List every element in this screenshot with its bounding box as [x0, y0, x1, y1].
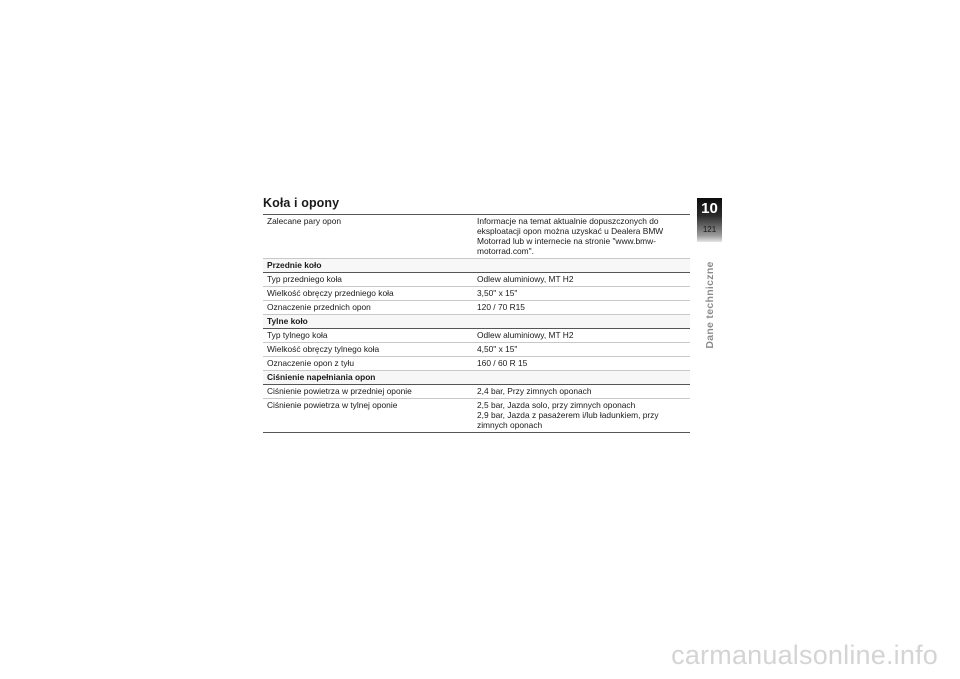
table-row — [263, 399, 690, 433]
row-label: Typ przedniego koła — [263, 273, 473, 287]
row-label: Ciśnienie powietrza w tylnej oponie — [263, 399, 473, 433]
table-row — [263, 287, 690, 301]
spec-table — [263, 214, 690, 433]
row-value: 3,50" x 15" — [473, 287, 690, 301]
row-value — [473, 215, 690, 259]
chapter-number: 10 — [701, 200, 718, 217]
row-label: Ciśnienie powietrza w przedniej oponie — [263, 385, 473, 399]
table-row — [263, 343, 690, 357]
value-line: Informacje na temat aktualnie dopuszczonych do — [477, 216, 659, 226]
chapter-tab — [697, 198, 722, 242]
row-value: 4,50" x 15" — [473, 343, 690, 357]
row-value: 120 / 70 R15 — [473, 301, 690, 315]
value-line: Motorrad lub w internecie na stronie "www.bmw- — [477, 236, 656, 246]
group-header-front-wheel — [263, 259, 690, 273]
row-label: Oznaczenie opon z tyłu — [263, 357, 473, 371]
section-title: Koła i opony — [263, 196, 340, 210]
row-label: Zalecane pary opon — [263, 215, 473, 259]
row-value: 2,4 bar, Przy zimnych oponach — [473, 385, 690, 399]
row-label: Wielkość obręczy tylnego koła — [263, 343, 473, 357]
page-number: 121 — [702, 225, 717, 234]
group-title: Tylne koło — [263, 315, 690, 329]
value-line: zimnych oponach — [477, 420, 543, 430]
row-value: 160 / 60 R 15 — [473, 357, 690, 371]
table-row — [263, 215, 690, 259]
group-header-rear-wheel — [263, 315, 690, 329]
value-line: 2,9 bar, Jazda z pasażerem i/lub ładunkiem, przy — [477, 410, 659, 420]
chapter-label: Dane techniczne — [704, 261, 716, 349]
table-row — [263, 357, 690, 371]
table-row — [263, 273, 690, 287]
table-row — [263, 301, 690, 315]
value-line: motorrad.com". — [477, 246, 534, 256]
row-value: Odlew aluminiowy, MT H2 — [473, 329, 690, 343]
table-row — [263, 385, 690, 399]
value-line: eksploatacji opon można uzyskać u Dealera BMW — [477, 226, 664, 236]
group-title: Przednie koło — [263, 259, 690, 273]
watermark: carmanualsonline.info — [671, 640, 938, 670]
row-value — [473, 399, 690, 433]
table-row — [263, 329, 690, 343]
group-title: Ciśnienie napełniania opon — [263, 371, 690, 385]
row-label: Oznaczenie przednich opon — [263, 301, 473, 315]
row-label: Wielkość obręczy przedniego koła — [263, 287, 473, 301]
group-header-tire-pressure — [263, 371, 690, 385]
row-label: Typ tylnego koła — [263, 329, 473, 343]
row-value: Odlew aluminiowy, MT H2 — [473, 273, 690, 287]
value-line: 2,5 bar, Jazda solo, przy zimnych oponach — [477, 400, 636, 410]
